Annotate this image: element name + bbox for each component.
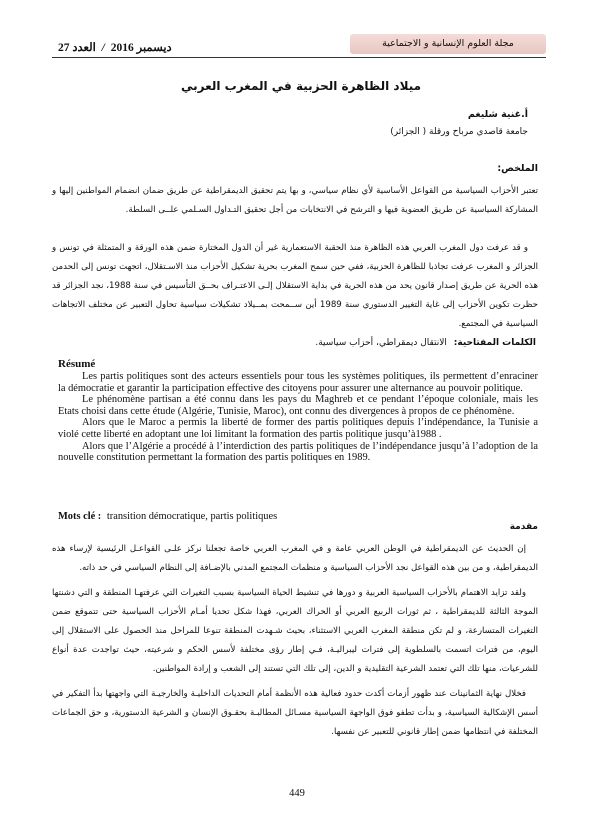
abstract-fr-body [58, 371, 538, 464]
introduction-paragraph-2: ولقد تزايد الاهتمام بالأحزاب السياسية العربية و دورها في تنشيط الحياة السياسية بسبب التغيرات التي عرفتهـا المنطقة و التي دشنتها الموجة الثالثة للديمقراطية ، ثم ثورات الربيع العربي أو الحراك العربي، فهذا شكل تحديا أمـام الأحزاب السياسية حتى تتموقع ضمن التغيرات المتسارعة، و لم تكن منطقة المغرب العربي الاستثناء، بحيث شـهدت المنطقة تنوعا للمراحل منذ الحصول على الاستقلال إلى اليوم، من فترات اتسمت بالسلطوية إلى فترات ليبراليـة، فـي إطار رؤى مختلفة لأسس الحكم و شرعيته، حيث تواجدت عدة أنواع للشرعيات، منها تلك التي تعتمد الشرعية التقليدية و الدين، إلى تلك التي تستند إلى الشعب و إرادة المواطنين. [52, 588, 538, 674]
abstract-fr-paragraph-2: Le phénomène partisan a été connu dans les pays du Maghreb et ce pendant l’époque coloniale, mais les Etats choisi dans cette étude (Algérie, Tunisie, Maroc), ont connu des divergences à propos de ce phénomène. [58, 394, 538, 417]
introduction-paragraph-3: فخلال نهاية الثمانينات عند ظهور أزمات أكدت حدود فعالية هذه الأنظمة أمام التحديات الداخليـة والخارجيـة التي واجهتها بدأ التفكير في أسس الإشكالية السياسية، و بدأت تطفو فوق الواجهة السياسية مسـائل المطالبـة بحقـوق الإنسان و الشرعية الدستورية، و حق الجماعات المختلفة في انتظامها ضمن إطار قانوني للتعبير عن نفسها. [52, 689, 538, 737]
keywords-fr-label: Mots clé : [58, 511, 102, 522]
abstract-ar-paragraph-2: و قد عرفت دول المغرب العربي هذه الظاهرة منذ الحقبة الاستعمارية غير أن الدول المختارة ضمن هذه الورقة و المتمثلة في تونس و الجزائر و المغرب عرفت تجاذبا للظاهرة الحزبية، ففي حين سمح المغرب بحرية تشكيل الأحزاب منذ الاسـتقلال، اتجهت تونس إلى الحدمن هذه الحرية عن طريق إصدار قانون يحد من هذه الحرية في بداية الاستقلال إلـى الاعتـراف بحــق التأسيس في سنة 1988، نجد الجزائر قد حظرت تكوين الأحزاب إلى غاية التغيير الدستوري سنة 1989 أين ســمحت بمــيلاد تشكيلات سياسية تحاول التعبير عن مختلف الاتجاهات السياسية في المجتمع. [52, 243, 538, 329]
keywords-ar [315, 338, 536, 348]
abstract-ar-paragraph-1: تعتبر الأحزاب السياسية من القواعل الأساسية لأي نظام سياسي، و بها يتم تحقيق الديمقراطية عن طريق ضمان انضمام المواطنين إليها و المشاركة السياسية عن طريق العضوية فيها و الترشح في الانتخابات من أجل تحقيق التـداول السـلمي علــى السلطة. [52, 186, 538, 215]
introduction-heading: مقدمة [509, 522, 538, 532]
article-title: ميلاد الظاهرة الحزبية في المغرب العربي [180, 79, 422, 93]
abstract-fr-paragraph-4: Alors que l’Algérie a procédé à l’interdiction des partis politiques de l’indépendance jusqu’à l’adoption de la nouvelle constitution permettant la formation des partis politiques en 1989. [58, 440, 538, 464]
header-divider [52, 57, 546, 58]
introduction-body [52, 540, 538, 748]
keywords-ar-label: الكلمات المفتاحية: [453, 338, 536, 348]
keywords-fr-text: transition démocratique, partis politiques [106, 511, 278, 522]
abstract-fr-heading: Résumé [58, 358, 96, 370]
abstract-fr-paragraph-3: Alors que le Maroc a permis la liberté de former des partis politiques depuis l’indépendance, la Tunisie a violé cette liberté en adoptant une loi limitant la formation des partis politique jusqu’à1988 . [58, 417, 538, 440]
keywords-ar-text: الانتقال ديمقراطي، أحزاب سياسية. [315, 338, 447, 348]
issue-info [58, 40, 172, 54]
abstract-ar-heading: الملخص: [497, 163, 538, 174]
introduction-paragraph-1: إن الحديث عن الديمقراطية في الوطن العربي عامة و في المغرب العربي خاصة تجعلنا نركز علـى القواعـل الرئيسية لإرساء هذه الديمقراطية، و من بين هذه القواعل نجد الأحزاب السياسية و منظمات المجتمع المدني بالإضـافة إلى النظام السياسي في حد ذاته. [52, 544, 538, 573]
issue-date: ديسمبر 2016 [110, 42, 172, 54]
author-affiliation: جامعة قاصدي مرباح ورقلة ( الجزائر) [390, 127, 528, 137]
journal-name-banner: مجلة العلوم الإنسانية و الاجتماعية [350, 34, 546, 54]
page-number: 449 [289, 788, 305, 799]
issue-separator: / [101, 42, 105, 54]
abstract-fr-paragraph-1: Les partis politiques sont des acteurs essentiels pour tous les systèmes politiques, ils permettent d’enraciner la démocratie et garantir la participation effective des citoyens pour assurer une alternance au pouvoir politique. [58, 371, 538, 394]
issue-number: العدد 27 [58, 42, 96, 54]
keywords-fr [58, 511, 277, 522]
author-name: أ.غنية شليغم [467, 109, 528, 120]
